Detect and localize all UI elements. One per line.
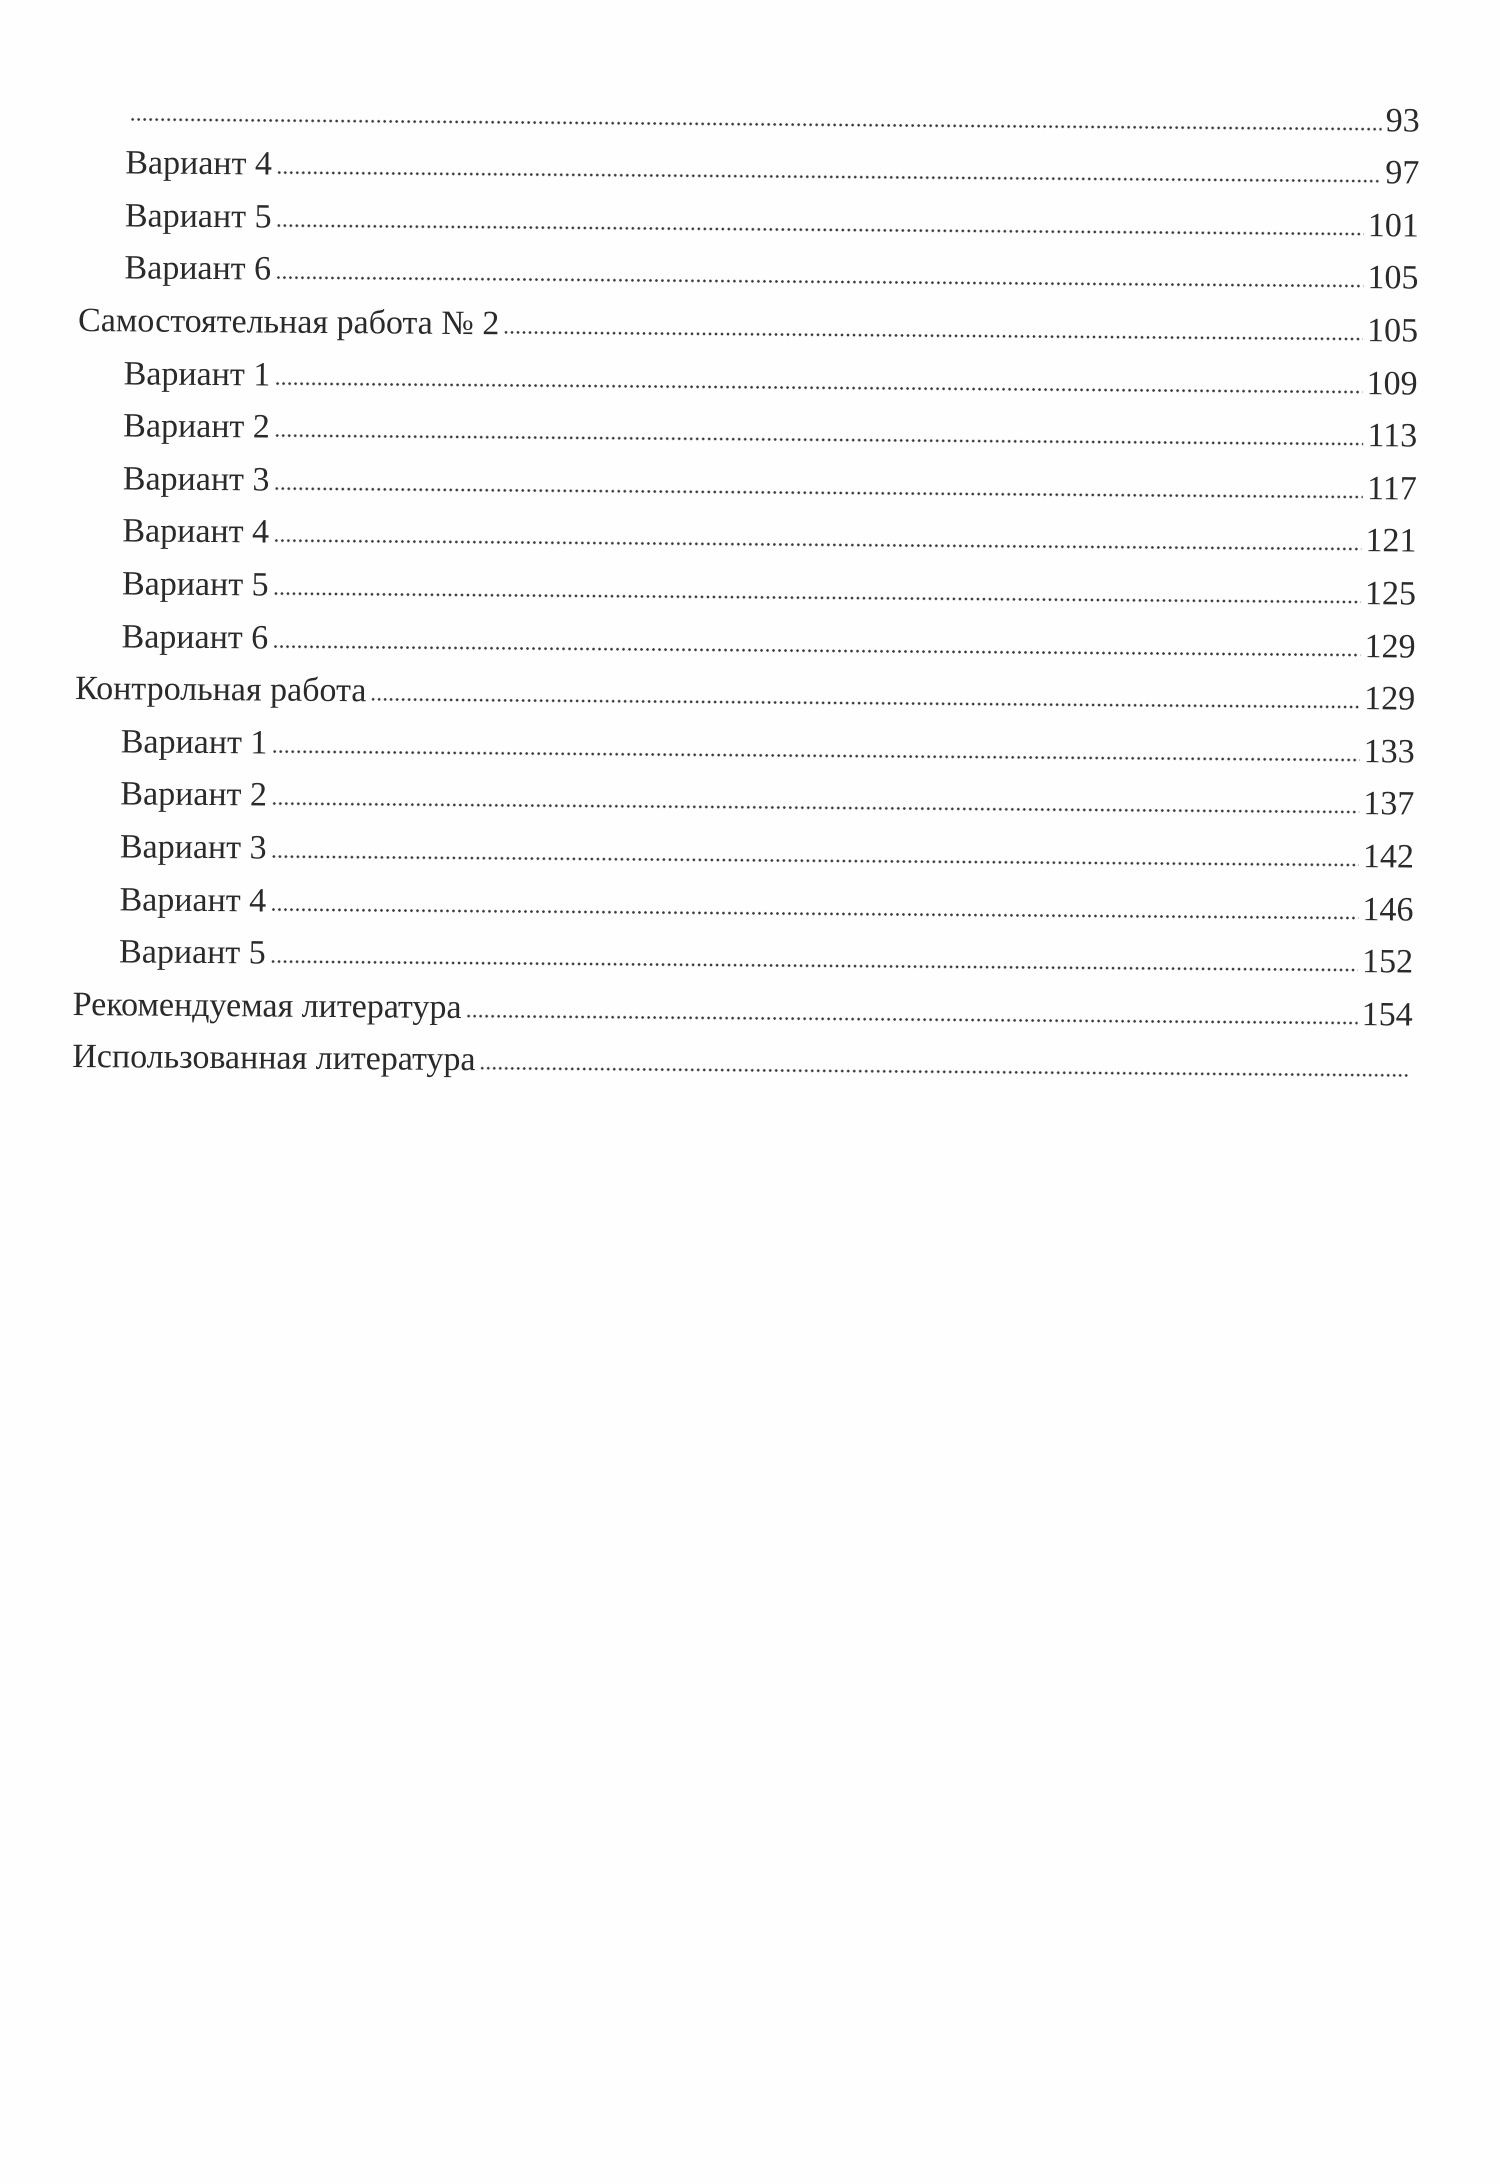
toc-dot-leader (271, 802, 1359, 815)
toc-entry-page: 113 (1367, 417, 1418, 455)
toc-entry-page: 109 (1366, 364, 1418, 403)
toc-entry-page: 101 (1367, 206, 1420, 245)
toc-entry-page: 121 (1365, 522, 1417, 560)
toc-dot-leader (275, 276, 1363, 289)
toc-dot-leader (274, 381, 1362, 394)
toc-entry-page: 137 (1363, 785, 1415, 823)
toc-dot-leader (465, 1014, 1357, 1025)
toc-entry-page: 142 (1362, 838, 1415, 876)
toc-dot-leader (272, 644, 1360, 657)
toc-entry-label: Вариант 1 (123, 354, 271, 394)
toc-entry-page: 97 (1385, 154, 1420, 192)
toc-dot-leader (270, 960, 1358, 973)
toc-dot-leader (479, 1066, 1408, 1077)
toc-section-label: Контрольная работа (75, 670, 367, 710)
toc-dot-leader (370, 697, 1360, 709)
toc-entry-label: Вариант 3 (119, 828, 267, 867)
toc-dot-leader (271, 749, 1359, 762)
toc-section-label: Самостоятельная работа № 2 (77, 301, 500, 343)
toc-entry-page: 146 (1362, 890, 1414, 928)
toc-entry-label: Вариант 2 (123, 407, 271, 446)
toc-entry-page: 133 (1363, 732, 1415, 771)
toc-entry-page: 117 (1366, 469, 1417, 508)
toc-entry-page: 105 (1367, 259, 1419, 297)
toc-dot-leader (274, 434, 1364, 447)
toc-entry-label: Вариант 4 (122, 512, 270, 551)
toc-dot-leader (273, 591, 1361, 604)
toc-entry-label: Вариант 5 (124, 197, 272, 236)
table-of-contents (72, 78, 1420, 1088)
toc-dot-leader (503, 330, 1363, 341)
toc-dot-leader (273, 486, 1363, 499)
toc-entry-label: Вариант 5 (118, 933, 266, 972)
toc-section-page: 154 (1361, 995, 1413, 1034)
toc-entry-label: Вариант 3 (122, 460, 270, 499)
toc-entry-label: Вариант 5 (121, 565, 269, 604)
toc-entry-label: Вариант 2 (120, 775, 268, 814)
toc-section-label: Использованная литература (72, 1038, 476, 1079)
toc-section-label: Рекомендуемая литература (72, 985, 462, 1026)
toc-section (72, 1025, 1412, 1088)
toc-entry-label: Вариант 6 (124, 249, 272, 288)
toc-entry-page: 93 (1385, 101, 1420, 140)
toc-entry-label: Вариант 4 (125, 144, 273, 183)
toc-entry-label: Вариант 1 (120, 723, 268, 762)
toc-dot-leader (270, 854, 1358, 867)
toc-dot-leader (276, 171, 1381, 184)
toc-entry-label: Вариант 4 (119, 880, 267, 919)
toc-section-page: 105 (1366, 312, 1419, 350)
toc-section-page: 129 (1364, 680, 1416, 718)
toc-entry-page: 125 (1364, 575, 1417, 613)
toc-entry-label: Вариант 6 (121, 617, 269, 657)
toc-dot-leader (275, 223, 1363, 236)
toc-dot-leader (273, 539, 1361, 552)
toc-dot-leader (270, 907, 1358, 920)
toc-entry-page: 129 (1364, 627, 1416, 666)
toc-dot-leader (130, 117, 1382, 131)
toc-entry-page: 152 (1361, 943, 1414, 981)
